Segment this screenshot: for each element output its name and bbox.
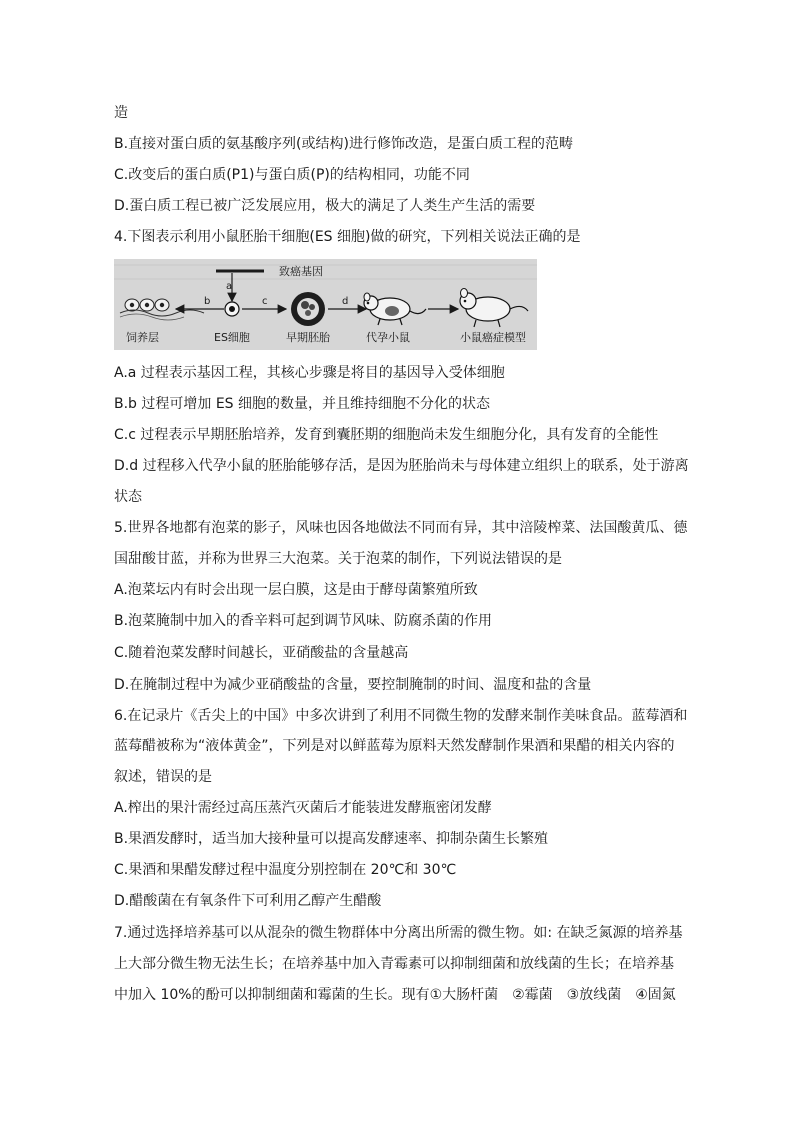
arrow-c-label: c [262,296,268,307]
line-0: 造 [114,105,128,121]
line-18: 叙述，错误的是 [114,769,212,785]
line-20: B.果酒发酵时，适当加大接种量可以提高发酵速率、抑制杂菌生长繁殖 [114,831,549,847]
question-5-stem: 5.世界各地都有泡菜的影子，风味也因各地做法不同而有异，其中涪陵榨菜、法国酸黄瓜、德 [114,520,688,536]
feeder-label: 饲养层 [126,331,159,344]
line-1: B.直接对蛋白质的氨基酸序列(或结构)进行修饰改造，是蛋白质工程的范畴 [114,136,573,152]
line-25: 中加入 10%的酚可以抑制细菌和霉菌的生长。现有①大肠杆菌 ②霉菌 ③放线菌 ④固氮 [114,987,676,1003]
line-6: B.b 过程可增加 ES 细胞的数量，并且维持细胞不分化的状态 [114,396,491,412]
line-7: C.c 过程表示早期胚胎培养，发育到囊胚期的细胞尚未发生细胞分化，具有发育的全能性 [114,427,659,443]
question-7-stem: 7.通过选择培养基可以从混杂的微生物群体中分离出所需的微生物。如: 在缺乏氮源的培养基 [114,925,683,941]
model-label: 小鼠癌症模型 [460,331,526,344]
line-22: D.醋酸菌在有氧条件下可利用乙醇产生醋酸 [114,893,382,909]
line-3: D.蛋白质工程已被广泛发展应用，极大的满足了人类生产生活的需要 [114,198,536,214]
question-6-stem: 6.在记录片《舌尖上的中国》中多次讲到了利用不同微生物的发酵来制作美味食品。蓝莓酒和 [114,708,688,724]
line-17: 蓝莓醋被称为“液体黄金”，下列是对以鲜蓝莓为原料天然发酵制作果酒和果醋的相关内容的 [114,738,675,754]
embryo-label: 早期胚胎 [286,331,330,344]
surrogate-label: 代孕小鼠 [366,331,410,344]
line-2: C.改变后的蛋白质(P1)与蛋白质(P)的结构相同，功能不同 [114,167,470,183]
line-5: A.a 过程表示基因工程，其核心步骤是将目的基因导入受体细胞 [114,365,505,381]
line-12: A.泡菜坛内有时会出现一层白膜，这是由于酵母菌繁殖所致 [114,582,478,598]
line-13: B.泡菜腌制中加入的香辛料可起到调节风味、防腐杀菌的作用 [114,613,493,629]
line-9: 状态 [114,489,142,505]
question-4-stem: 4.下图表示利用小鼠胚胎干细胞(ES 细胞)做的研究，下列相关说法正确的是 [114,229,581,245]
arrow-d-label: d [342,296,349,307]
arrow-b-label: b [204,296,211,307]
es-cell-label: ES细胞 [214,331,250,344]
line-21: C.果酒和果醋发酵过程中温度分别控制在 20℃和 30℃ [114,862,457,878]
line-11: 国甜酸甘蓝，并称为世界三大泡菜。关于泡菜的制作，下列说法错误的是 [114,551,562,567]
line-8: D.d 过程移入代孕小鼠的胚胎能够存活，是因为胚胎尚未与母体建立组织上的联系，处于游离 [114,458,689,474]
line-24: 上大部分微生物无法生长；在培养基中加入青霉素可以抑制细菌和放线菌的生长；在培养基 [114,956,674,972]
line-15: D.在腌制过程中为减少亚硝酸盐的含量，要控制腌制的时间、温度和盐的含量 [114,677,592,693]
line-14: C.随着泡菜发酵时间越长，亚硝酸盐的含量越高 [114,645,409,661]
line-19: A.榨出的果汁需经过高压蒸汽灭菌后才能装进发酵瓶密闭发酵 [114,800,492,816]
es-cell-research-diagram [114,259,537,350]
arrow-a-label: a [226,281,233,292]
early-embryo [291,292,325,326]
gene-label: 致癌基因 [279,265,323,278]
